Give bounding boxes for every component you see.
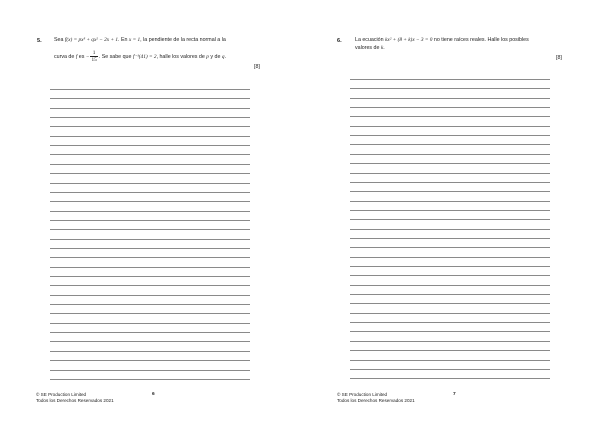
answer-line: [350, 163, 550, 164]
answer-line: [350, 98, 550, 99]
answer-line: [350, 210, 550, 211]
answer-line: [50, 313, 250, 314]
answer-line: [50, 154, 250, 155]
rights-text: Todos los Derechos Reservados 2021: [36, 398, 114, 403]
answer-line: [350, 294, 550, 295]
answer-line: [350, 313, 550, 314]
answer-line: [50, 332, 250, 333]
answer-line: [350, 360, 550, 361]
answer-line: [50, 248, 250, 249]
answer-line: [350, 219, 550, 220]
answer-line: [50, 323, 250, 324]
answer-line: [50, 126, 250, 127]
text: . En: [118, 37, 128, 43]
question-line-1: [355, 37, 529, 44]
answer-line: [50, 285, 250, 286]
page-number: 7: [453, 392, 456, 397]
answer-line: [50, 295, 250, 296]
answer-line: [50, 220, 250, 221]
answer-line: [50, 351, 250, 352]
answer-line: [50, 229, 250, 230]
fraction: [90, 50, 97, 63]
answer-line: [350, 201, 550, 202]
marks-label: [8]: [556, 55, 562, 61]
answer-line: [50, 173, 250, 174]
variable-k: k: [380, 45, 384, 51]
answer-line: [350, 116, 550, 117]
answer-line: [350, 350, 550, 351]
answer-line: [350, 144, 550, 145]
answer-line: [50, 164, 250, 165]
answer-line: [350, 257, 550, 258]
question-line-1: [54, 37, 226, 44]
answer-line: [350, 173, 550, 174]
answer-line: [50, 341, 250, 342]
answer-line: [350, 331, 550, 332]
answer-line: [350, 303, 550, 304]
answer-line: [350, 238, 550, 239]
answer-line: [50, 145, 250, 146]
answer-line: [350, 107, 550, 108]
answer-line: [350, 275, 550, 276]
answer-line: [350, 369, 550, 370]
answer-lines: [50, 89, 250, 385]
answer-line: [350, 341, 550, 342]
text: La ecuación: [355, 37, 384, 43]
answer-line: [50, 117, 250, 118]
answer-line: [50, 276, 250, 277]
question-number: 5.: [37, 38, 42, 44]
question-line-2: [355, 45, 385, 52]
x-value: x = 1: [128, 37, 141, 43]
text: curva de: [54, 53, 75, 60]
answer-line: [50, 108, 250, 109]
text: .: [383, 45, 385, 51]
answer-line: [50, 89, 250, 90]
inverse-formula: f⁻¹(41) = 2: [132, 53, 157, 60]
text: , la pendiente de la recta normal a la: [140, 37, 226, 43]
answer-line: [350, 191, 550, 192]
answer-line: [350, 266, 550, 267]
answer-line: [50, 211, 250, 212]
text: no tiene raíces reales. Halle los posibles: [433, 37, 529, 43]
answer-line: [50, 239, 250, 240]
text: es: [78, 53, 85, 60]
answer-line: [350, 322, 550, 323]
answer-line: [350, 229, 550, 230]
answer-line: [50, 98, 250, 99]
answer-lines: [350, 79, 550, 385]
question-line-2: [54, 50, 226, 63]
answer-line: [350, 135, 550, 136]
copyright-text: © SE Production Limited: [337, 392, 388, 397]
answer-line: [350, 88, 550, 89]
answer-line: [50, 192, 250, 193]
variable-p: p: [206, 53, 209, 60]
minus-sign: −: [85, 53, 90, 60]
variable-q: q: [221, 53, 225, 60]
page-7: [300, 0, 600, 424]
text: , halle los valores de: [156, 53, 205, 60]
answer-line: [50, 360, 250, 361]
page-number: 6: [152, 392, 155, 397]
answer-line: [350, 126, 550, 127]
answer-line: [50, 304, 250, 305]
function-name: f: [75, 53, 78, 60]
answer-line: [50, 379, 250, 380]
rights-text: Todos los Derechos Reservados 2021: [337, 398, 415, 403]
text: y de: [210, 53, 221, 60]
answer-line: [50, 257, 250, 258]
answer-line: [350, 154, 550, 155]
answer-line: [50, 136, 250, 137]
function-formula: f(x) = px³ + qx² − 2x + 1: [64, 37, 118, 43]
question-number: 6.: [337, 38, 342, 44]
answer-line: [50, 183, 250, 184]
copyright-text: © SE Production Limited: [36, 392, 87, 397]
text: valores de: [355, 45, 380, 51]
answer-line: [350, 79, 550, 80]
answer-line: [350, 378, 550, 379]
fraction-numerator: 1: [90, 50, 97, 57]
text: .: [224, 53, 227, 60]
marks-label: [8]: [254, 64, 260, 70]
answer-line: [50, 267, 250, 268]
answer-line: [350, 182, 550, 183]
answer-line: [350, 285, 550, 286]
text: . Se sabe que: [98, 53, 132, 60]
equation-formula: kx² + (8 + k)x − 3 = 0: [385, 37, 433, 43]
text: Sea: [54, 37, 64, 43]
answer-line: [50, 201, 250, 202]
answer-line: [50, 370, 250, 371]
answer-line: [350, 247, 550, 248]
footer-copyright: [337, 392, 415, 404]
footer-copyright: [36, 392, 114, 404]
fraction-denominator: 15: [91, 57, 97, 63]
